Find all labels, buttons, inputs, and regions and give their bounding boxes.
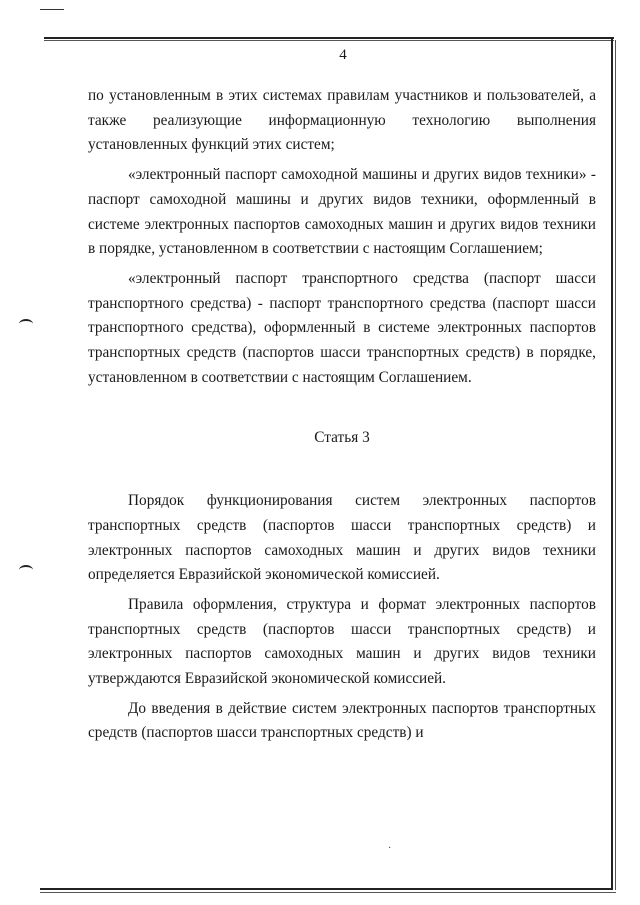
paragraph: Порядок функционирования систем электронных паспортов транспортных средств (паспортов шасси транспортных средств) и электронных паспортов самоходных машин и других видов техники определяется Евразийской экономической комиссией. xyxy=(88,492,596,584)
paragraph: «электронный паспорт самоходной машины и других видов техники» - паспорт самоходной машины и других видов техники, оформленный в системе электронных паспортов самоходных машин и других видов техники в порядке, установленном в соответствии с настоящим Соглашением; xyxy=(88,166,596,258)
binding-hole-mark xyxy=(19,565,33,575)
document-body xyxy=(88,84,596,751)
page-frame-top-inner xyxy=(44,40,614,41)
page-number: 4 xyxy=(339,47,347,63)
paragraph: Правила оформления, структура и формат электронных паспортов транспортных средств (паспортов шасси транспортных средств) и электронных паспортов самоходных машин и других видов техники утверждаются Евразийской экономической комиссией. xyxy=(88,595,596,688)
paragraph: «электронный паспорт транспортного средства (паспорт шасси транспортного средства) - паспорт транспортного средства (паспорт шасси транспортного средства), оформленный в системе электронных паспортов транспортных средств (паспортов шасси транспортных средств) в порядке, установленном в соответствии с настоящим Соглашением. xyxy=(88,269,596,386)
page-frame-bottom xyxy=(40,888,613,890)
page-frame-bottom-inner xyxy=(40,892,616,893)
paragraph: по установленным в этих системах правилам участников и пользователей, а также реализующие информационную технологию выполнения установленных функций этих систем; xyxy=(88,87,596,154)
binding-hole-mark xyxy=(19,319,33,329)
page-frame-right xyxy=(611,37,613,890)
article-heading: Статья 3 xyxy=(314,429,370,447)
scan-mark xyxy=(40,9,64,10)
scan-speck: · xyxy=(388,843,392,854)
paragraph: До введения в действие систем электронных паспортов транспортных средств (паспортов шасси транспортных средств) и xyxy=(88,699,596,742)
page-frame-top xyxy=(44,37,614,39)
page-frame-right-inner xyxy=(615,40,616,890)
